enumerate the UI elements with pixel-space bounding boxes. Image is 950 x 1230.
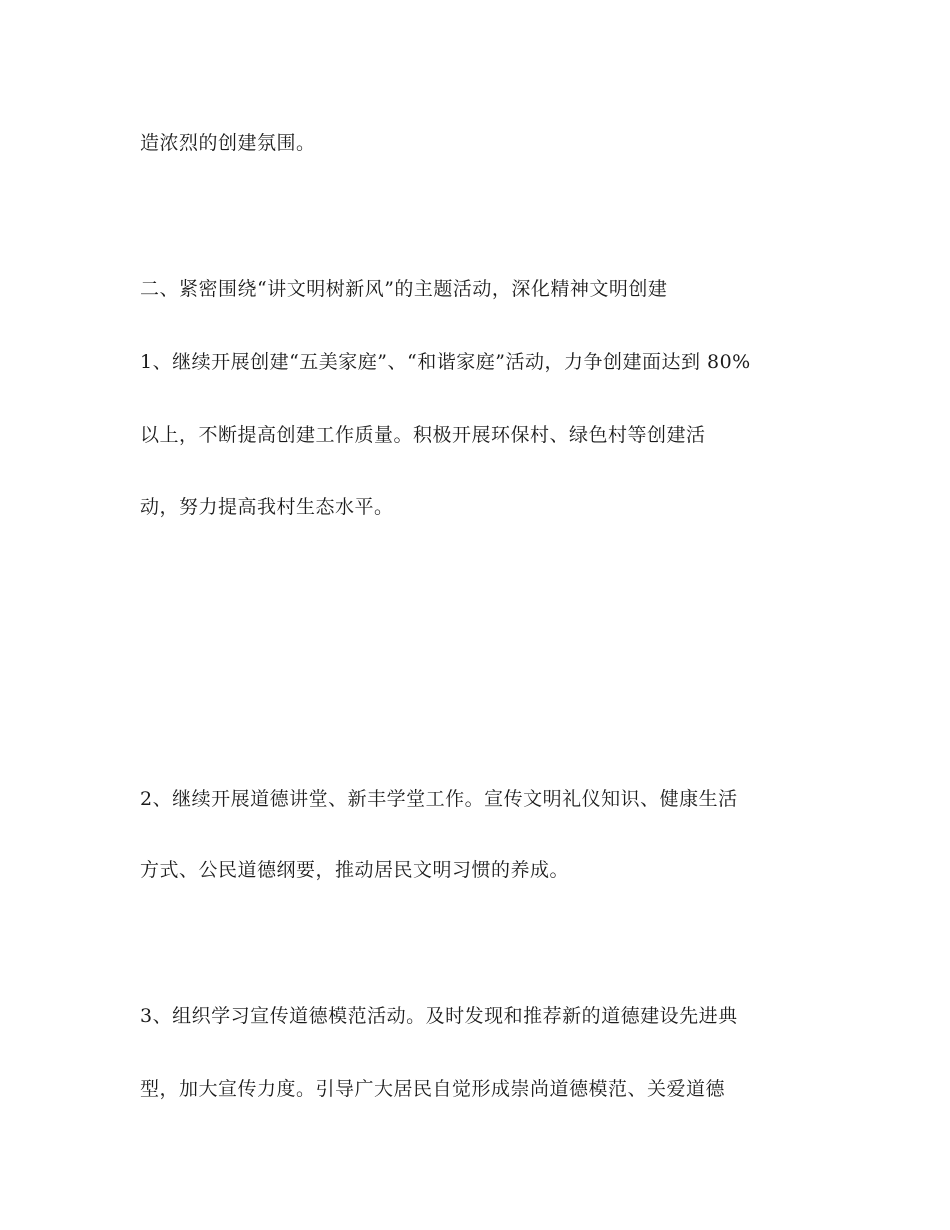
item-3-line-1: 3、组织学习宣传道德模范活动。及时发现和推荐新的道德建设先进典 (140, 1005, 738, 1027)
item-2-line-1: 2、继续开展道德讲堂、新丰学堂工作。宣传文明礼仪知识、健康生活 (140, 788, 738, 810)
item-1-line-2: 以上，不断提高创建工作质量。积极开展环保村、绿色村等创建活 (140, 424, 706, 446)
item-1-line-1: 1、继续开展创建“五美家庭”、“和谐家庭”活动，力争创建面达到 80% (140, 351, 751, 373)
section-heading-2: 二、紧密围绕“讲文明树新风”的主题活动，深化精神文明创建 (140, 278, 668, 300)
item-2-line-2: 方式、公民道德纲要，推动居民文明习惯的养成。 (140, 859, 570, 881)
paragraph-intro-continuation: 造浓烈的创建氛围。 (140, 132, 316, 154)
item-1-line-3: 动，努力提高我村生态水平。 (140, 496, 394, 518)
item-3-line-2: 型，加大宣传力度。引导广大居民自觉形成崇尚道德模范、关爱道德 (140, 1078, 726, 1100)
